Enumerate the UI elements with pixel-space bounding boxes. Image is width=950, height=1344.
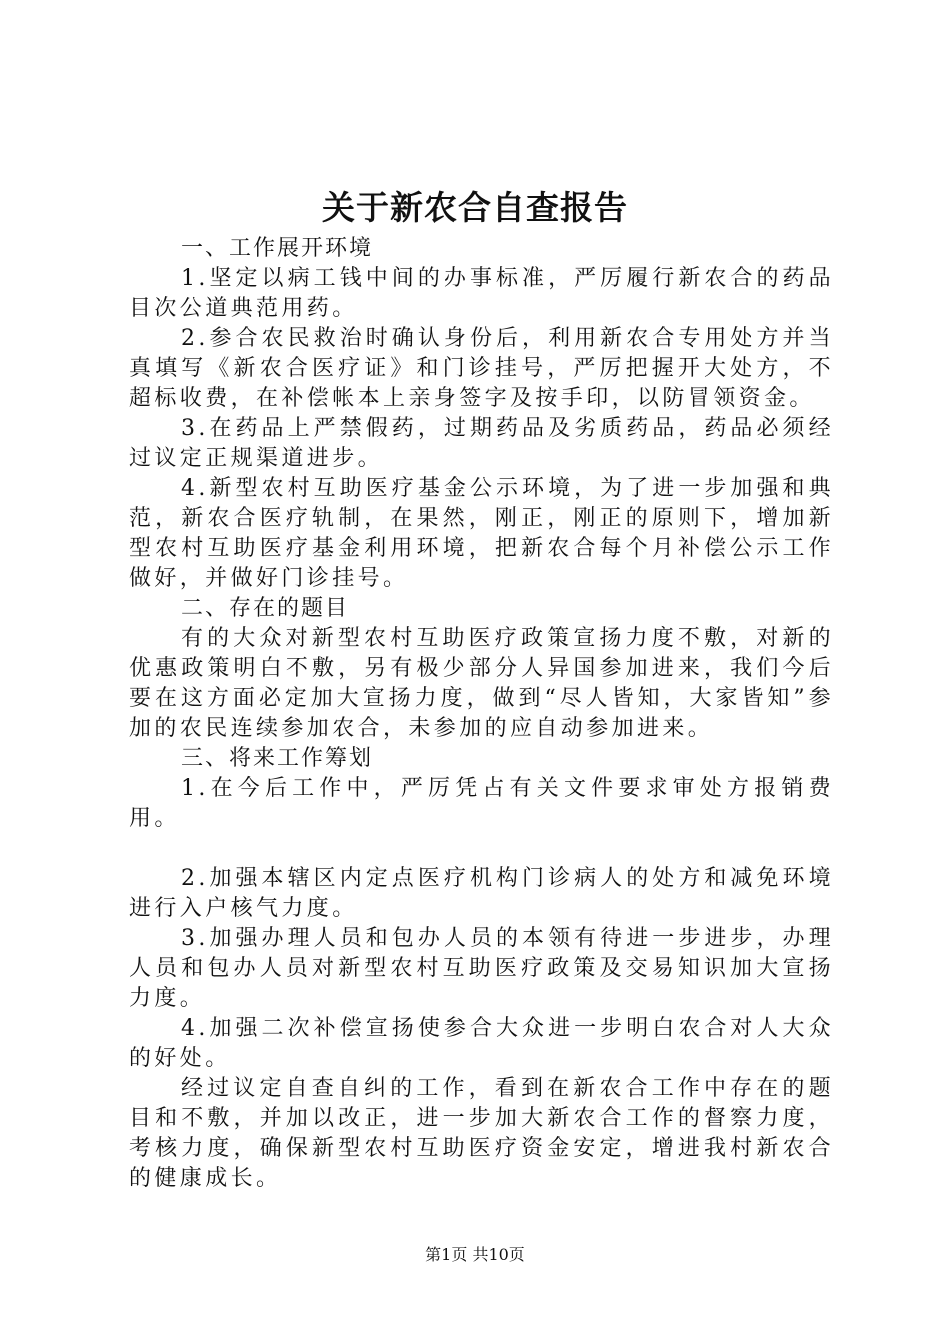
section-heading-work-situation: 一、工作展开环境 [181,236,374,261]
paragraph-plan-4: 4.加强二次补偿宣扬使参合大众进一步明白农合对人大众的好处。 [129,1016,834,1071]
section-heading-problems: 二、存在的题目 [181,596,350,621]
paragraph-problems: 有的大众对新型农村互助医疗政策宣扬力度不敷，对新的优惠政策明白不敷，另有极少部分人异国参加进来，我们今后要在这方面必定加大宣扬力度，做到“尽人皆知，大家皆知”参加的农民连续参加农合，未参加的应自动参加进来。 [129,626,834,741]
paragraph-plan-1: 1.在今后工作中，严厉凭占有关文件要求审处方报销费用。 [129,776,834,831]
paragraph-item-1: 1.坚定以病工钱中间的办事标准，严厉履行新农合的药品目次公道典范用药。 [129,266,834,321]
paragraph-item-4: 4.新型农村互助医疗基金公示环境，为了进一步加强和典范，新农合医疗轨制，在果然，刚正，刚正的原则下，增加新型农村互助医疗基金利用环境，把新农合每个月补偿公示工作做好，并做好门诊挂号。 [129,476,834,591]
document-title: 关于新农合自查报告 [322,188,628,227]
paragraph-item-2: 2.参合农民救治时确认身份后，利用新农合专用处方并当真填写《新农合医疗证》和门诊挂号，严厉把握开大处方，不超标收费，在补偿帐本上亲身签字及按手印，以防冒领资金。 [129,326,834,411]
document-body [129,234,834,1194]
paragraph-item-3: 3.在药品上严禁假药，过期药品及劣质药品，药品必须经过议定正规渠道进步。 [129,416,834,471]
paragraph-plan-2: 2.加强本辖区内定点医疗机构门诊病人的处方和减免环境进行入户核气力度。 [129,866,834,921]
paragraph-plan-3: 3.加强办理人员和包办人员的本领有待进一步进步，办理人员和包办人员对新型农村互助医疗政策及交易知识加大宣扬力度。 [129,926,834,1011]
page-number-footer: 第1页 共10页 [425,1245,525,1264]
section-heading-future-plan: 三、将来工作筹划 [181,746,374,771]
paragraph-conclusion: 经过议定自查自纠的工作，看到在新农合工作中存在的题目和不敷，并加以改正，进一步加大新农合工作的督察力度，考核力度，确保新型农村互助医疗资金安定，增进我村新农合的健康成长。 [129,1076,834,1191]
